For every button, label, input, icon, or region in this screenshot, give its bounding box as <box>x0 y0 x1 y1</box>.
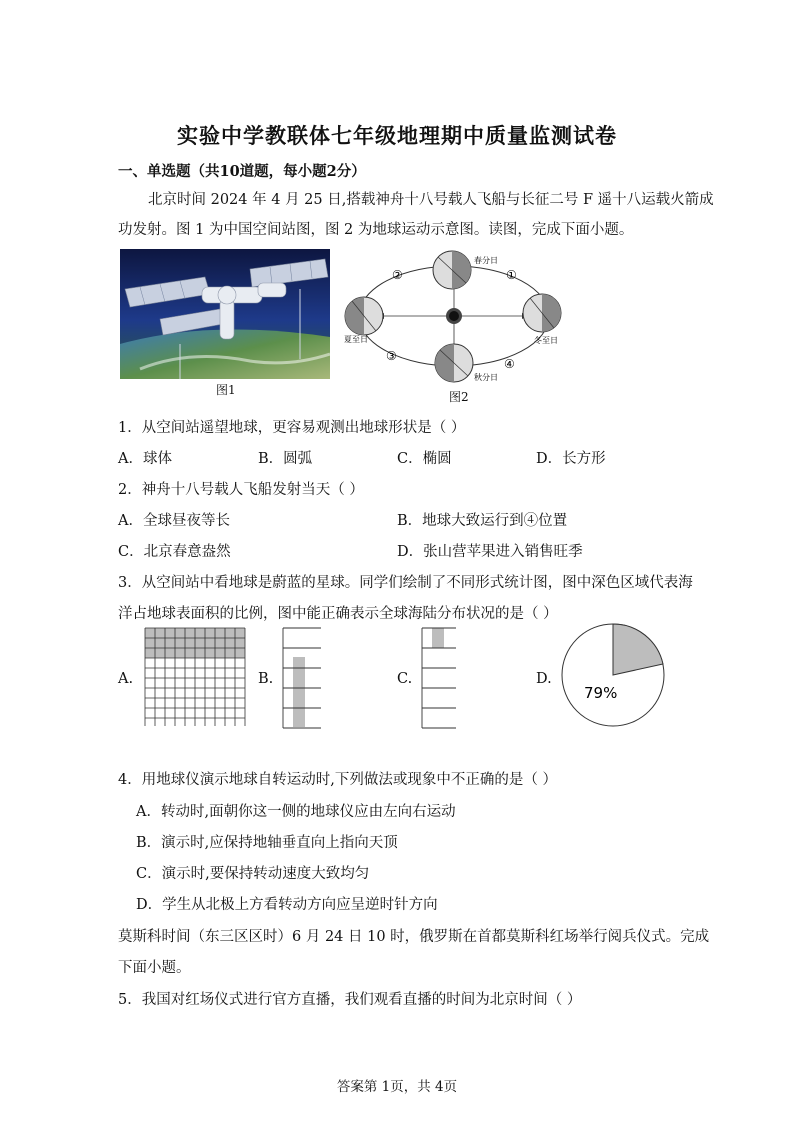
label-autumn: 秋分日 <box>474 373 498 382</box>
q3-stem-line-2: 洋占地球表面积的比例，图中能正确表示全球海陆分布状况的是（ ） <box>118 606 558 622</box>
q1-option-a[interactable]: A．球体 <box>118 451 172 467</box>
q3-option-b[interactable]: B. <box>258 671 274 687</box>
label-n4: ④ <box>504 357 515 371</box>
q3-option-c[interactable]: C. <box>397 671 413 687</box>
page-title: 实验中学教联体七年级地理期中质量监测试卷 <box>177 123 617 148</box>
q1-stem: 1．从空间站遥望地球，更容易观测出地球形状是（ ） <box>118 420 466 436</box>
page-footer: 答案第 1页，共 4页 <box>336 1079 458 1095</box>
globe-spring <box>433 251 471 289</box>
q4-option-a[interactable]: A．转动时,面朝你这一侧的地球仪应由左向右运动 <box>136 804 456 820</box>
q1-option-c[interactable]: C．椭圆 <box>397 451 452 467</box>
q2-option-d[interactable]: D．张山营苹果进入销售旺季 <box>397 544 583 560</box>
q1-option-b[interactable]: B．圆弧 <box>258 451 313 467</box>
label-n1: ① <box>506 268 517 282</box>
intro-line-2: 功发射。图 1 为中国空间站图，图 2 为地球运动示意图。读图，完成下面小题。 <box>118 222 634 238</box>
q2-stem: 2．神舟十八号载人飞船发射当天（ ） <box>118 482 364 498</box>
q1-option-d[interactable]: D．长方形 <box>536 451 606 467</box>
q4-option-d[interactable]: D．学生从北极上方看转动方向应呈逆时针方向 <box>136 897 438 913</box>
label-n3: ③ <box>386 349 397 363</box>
pie-percent-label: 79% <box>584 684 618 702</box>
label-summer: 夏至日 <box>344 335 368 344</box>
label-winter: 冬至日 <box>534 336 558 345</box>
q3-chart-c-bar[interactable] <box>421 627 457 729</box>
label-spring: 春分日 <box>474 256 498 265</box>
q4-option-b[interactable]: B．演示时,应保持地轴垂直向上指向天顶 <box>136 835 398 851</box>
globe-summer <box>345 297 383 335</box>
q2-option-c[interactable]: C．北京春意盎然 <box>118 544 231 560</box>
globe-autumn <box>435 344 473 382</box>
q3-chart-b-bar[interactable] <box>282 627 322 729</box>
space-station-photo <box>120 249 330 379</box>
q3-option-a[interactable]: A. <box>118 671 134 687</box>
q3-stem-line-1: 3．从空间站中看地球是蔚蓝的星球。同学们绘制了不同形式统计图，图中深色区域代表海 <box>118 575 693 591</box>
earth-revolution-diagram <box>340 243 580 393</box>
q5-stem: 5．我国对红场仪式进行官方直播，我们观看直播的时间为北京时间（ ） <box>118 992 582 1008</box>
q3-option-d[interactable]: D. <box>536 671 552 687</box>
intro2-line-2: 下面小题。 <box>118 960 191 976</box>
q3-chart-a-grid[interactable] <box>144 627 246 727</box>
label-n2: ② <box>392 268 403 282</box>
fig1-caption: 图1 <box>216 383 236 397</box>
globe-winter <box>523 294 561 332</box>
section-heading: 一、单选题（共10道题，每小题2分） <box>118 163 366 180</box>
q2-option-b[interactable]: B．地球大致运行到④位置 <box>397 513 568 529</box>
q3-chart-d-pie[interactable] <box>560 622 666 728</box>
q2-option-a[interactable]: A．全球昼夜等长 <box>118 513 230 529</box>
intro-line-1: 北京时间 2024 年 4 月 25 日,搭载神舟十八号载人飞船与长征二号 F 遥十八运载火箭成 <box>148 192 714 208</box>
intro2-line-1: 莫斯科时间（东三区区时）6 月 24 日 10 时，俄罗斯在首都莫斯科红场举行阅兵仪式。完成 <box>118 929 710 945</box>
q4-stem: 4．用地球仪演示地球自转运动时,下列做法或现象中不正确的是（ ） <box>118 772 557 788</box>
q4-option-c[interactable]: C．演示时,要保持转动速度大致均匀 <box>136 866 370 882</box>
fig2-caption: 图2 <box>449 390 469 404</box>
